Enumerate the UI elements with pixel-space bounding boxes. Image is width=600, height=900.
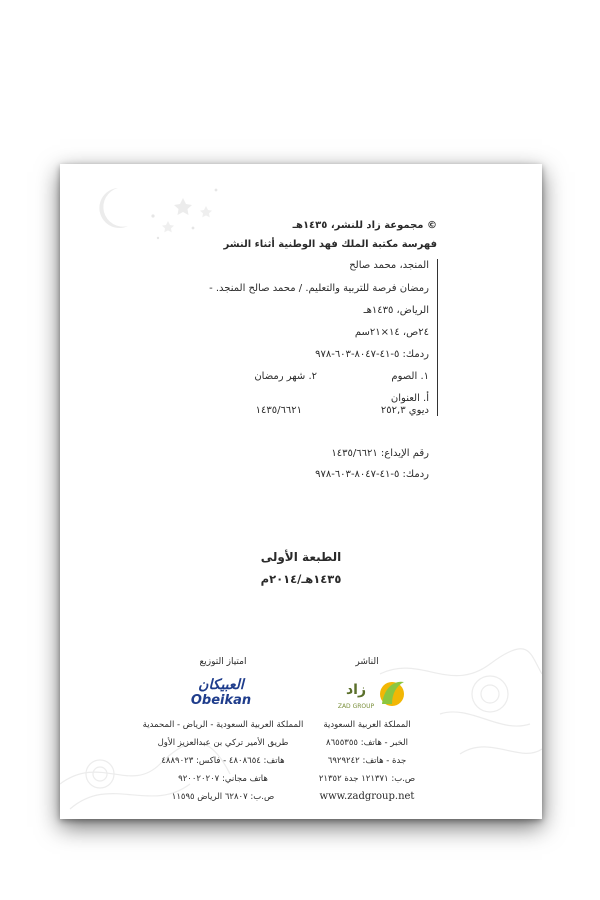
copyright-text: مجموعة زاد للنشر، ١٤٣٥هـ — [292, 220, 424, 231]
publisher-line: الخبر - هاتف: ٨٦٥٥٣٥٥ — [326, 738, 408, 748]
cip-author: المنجد، محمد صالح — [349, 260, 429, 271]
distributor-line: طريق الأمير تركي بن عبدالعزيز الأول — [157, 738, 289, 748]
copyright-line — [293, 220, 437, 231]
cip-subject-2: ٢. شهر رمضان — [254, 371, 317, 382]
distributor-line: هاتف: ٤٨٠٨٦٥٤ - فاكس: ٤٨٨٩٠٢٣ — [161, 756, 285, 766]
obeikan-logo — [183, 672, 259, 708]
zad-logo-text: زاد — [345, 682, 367, 698]
publisher-heading: الناشر — [355, 657, 379, 667]
deposit-isbn: ردمك: ٥-٤١-٨٠٤٧-٦٠٣-٩٧٨ — [315, 469, 429, 480]
crescent-icon — [99, 188, 128, 228]
distributor-line: المملكة العربية السعودية - الرياض - المحمدية — [142, 720, 304, 730]
cip-subject-1: ١. الصوم — [391, 371, 429, 382]
copyright-icon: © — [427, 220, 437, 231]
cip-title-line: رمضان فرصة للتربية والتعليم. / محمد صالح المنجد. - — [209, 283, 429, 294]
star-icon — [200, 206, 212, 217]
cip-dewey-number: ١٤٣٥/٦٦٢١ — [255, 405, 302, 416]
distributor-line: هاتف مجاني: ٩٢٠٠٢٠٢٠٧ — [178, 774, 268, 784]
cip-title-entry: أ. العنوان — [390, 393, 429, 404]
cip-isbn: ردمك: ٥-٤١-٨٠٤٧-٦٠٣-٩٧٨ — [315, 349, 429, 360]
distributor-contact — [118, 716, 328, 806]
publisher-line: ص.ب: ١٢١٣٧١ جدة ٢١٣٥٢ — [318, 774, 416, 784]
star-icon — [162, 221, 174, 232]
cip-physical: ٢٤ص، ١٤×٢١سم — [354, 327, 429, 338]
zad-group-logo — [332, 670, 408, 712]
cip-dewey: ديوي ٢٥٢,٣ — [380, 405, 429, 416]
cip-place-date: الرياض، ١٤٣٥هـ — [363, 305, 429, 316]
publisher-website: www.zadgroup.net — [319, 791, 415, 802]
cip-divider — [437, 259, 438, 416]
distributor-line: ص.ب: ٦٢٨٠٧ الرياض ١١٥٩٥ — [171, 792, 275, 802]
publisher-line: المملكة العربية السعودية — [323, 720, 411, 730]
deposit-number: رقم الإيداع: ١٤٣٥/٦٦٢١ — [331, 448, 429, 459]
cip-title: فهرسة مكتبة الملك فهد الوطنية أثناء النشر — [223, 239, 437, 250]
publisher-line: جدة - هاتف: ٦٩٢٩٢٤٢ — [327, 756, 407, 766]
distributor-heading: امتياز التوزيع — [199, 657, 247, 667]
zad-logo-subtext: ZAD GROUP — [337, 703, 375, 710]
obeikan-logo-subtext: Obeikan — [190, 693, 252, 708]
book-page — [60, 164, 542, 819]
distributor-section — [118, 653, 328, 671]
star-icon — [174, 198, 192, 215]
obeikan-logo-text: العبيكان — [198, 677, 244, 693]
edition-date: ١٤٣٥هـ/٢٠١٤م — [260, 572, 342, 586]
edition-label: الطبعة الأولى — [260, 550, 342, 564]
crescent-stars-ornament — [88, 176, 238, 256]
